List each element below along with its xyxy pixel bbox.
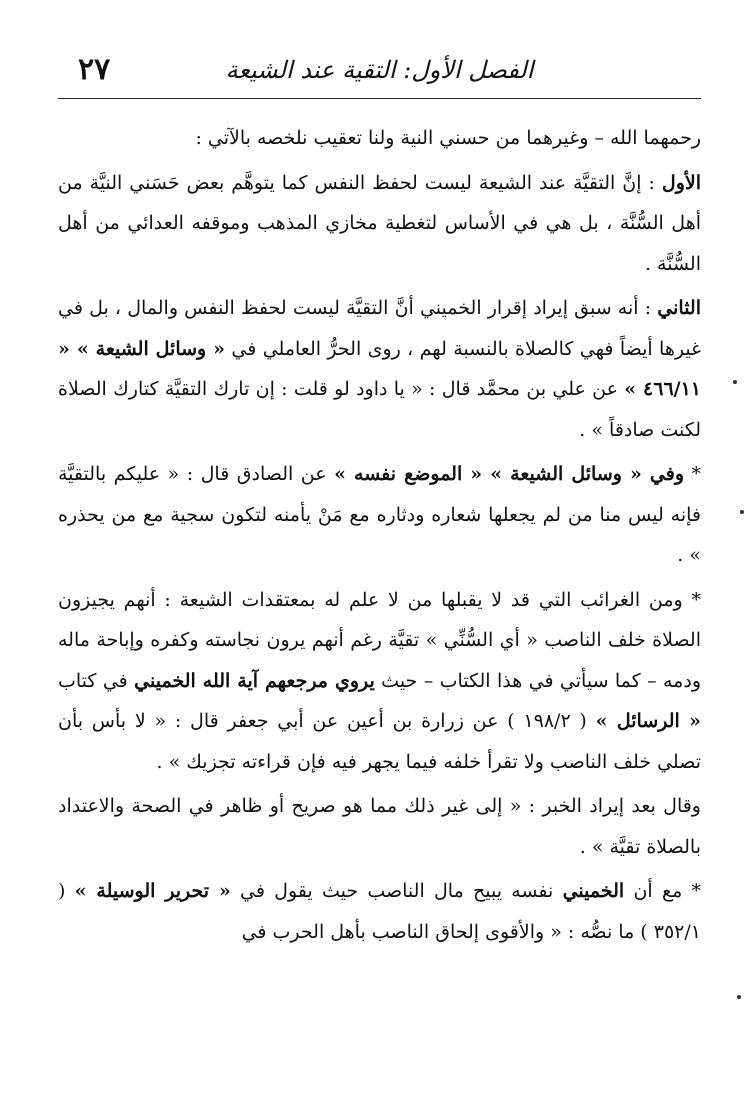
text-segment-bold: « وسائل الشيعة » « ٤٦٦/١١ » <box>58 337 701 400</box>
paragraph-khomeini-note <box>58 871 701 952</box>
paragraph-oddities <box>58 580 701 783</box>
paragraph-intro <box>58 118 701 159</box>
text-segment: عن علي بن محمَّد قال : « يا داود لو قلت : إن تارك التقيَّة كتارك الصلاة لكنت صادقاً » . <box>58 378 701 441</box>
text-segment: ( ٣٥٢/١ ) ما نصُّه : « والأقوى إلحاق الناصب بأهل الحرب في <box>58 880 701 943</box>
paragraph-second-point <box>58 288 701 450</box>
text-segment-bold: الأول <box>661 171 701 194</box>
text-segment: وقال بعد إيراد الخبر : « إلى غير ذلك مما هو صريح أو ظاهر في الصحة والاعتداد بالصلاة تقيَّة » . <box>58 795 701 858</box>
scan-speck <box>733 380 737 384</box>
text-segment-bold: وفي « وسائل الشيعة » « الموضع نفسه » <box>334 463 685 485</box>
text-segment: في كتاب <box>58 669 135 692</box>
text-segment: نفسه يبيح مال الناصب حيث يقول في <box>230 880 563 902</box>
page-body <box>58 118 701 952</box>
paragraph-after-report <box>58 786 701 867</box>
page-number: ٢٧ <box>78 52 111 87</box>
book-page <box>58 48 701 1088</box>
text-segment: عن الصادق قال : « عليكم بالتقيَّة فإنه ليس منا من لم يجعلها شعاره ودثاره مع مَنْ يأمنه لتكون سجية مع من يحذره » . <box>58 463 701 566</box>
text-segment-bold: يروي مرجعهم آية الله الخميني <box>134 669 375 692</box>
chapter-title: الفصل الأول: التقية عند الشيعة <box>225 56 534 84</box>
text-segment: رحمهما الله – وغيرهما من حسني النية ولنا تعقيب نلخصه بالآتي : <box>195 127 701 149</box>
text-segment: ( ١٩٨/٢ ) عن زرارة بن أعين عن أبي جعفر قال : « لا بأس بأن تصلي خلف الناصب ولا تقرأ خلفه فيما يجهر فيه فإن قراءته تجزيك » . <box>58 710 701 773</box>
text-segment-bold: « تحرير الوسيلة » <box>74 880 231 902</box>
text-segment-bold: الخميني <box>562 880 625 902</box>
text-segment: * <box>684 463 702 485</box>
scan-speck <box>740 510 744 514</box>
text-segment-bold: « الرسائل » <box>595 710 702 732</box>
page-header <box>58 48 701 92</box>
paragraph-wasail-note <box>58 454 701 576</box>
text-segment: : إنَّ التقيَّة عند الشيعة ليست لحفظ النفس كما يتوهَّم بعض حَسَني النيَّة من أهل السُّنَّة ، بل هي في الأساس لتغطية مخازي المذهب وموقفه العدائي من أهل السُّنَّة . <box>58 171 701 275</box>
text-segment: * ومن الغرائب التي قد لا يقبلها من لا علم له بمعتقدات الشيعة : أنهم يجيزون الصلاة خلف الناصب « أي السُّنِّي » تقيَّة رغم أنهم يرون نجاسته وكفره وإباحة ماله ودمه – كما سيأتي في هذا الكتاب – حيث <box>58 588 701 692</box>
text-segment: * مع أن <box>624 880 702 902</box>
header-divider <box>58 98 701 99</box>
paragraph-first-point <box>58 163 701 285</box>
text-segment-bold: الثاني <box>657 297 701 319</box>
text-segment: : أنه سبق إيراد إقرار الخميني أنَّ التقيَّة ليست لحفظ النفس والمال ، بل في غيرها أيضاً فهي كالصلاة بالنسبة لهم ، روى الحرُّ العاملي في <box>58 297 702 360</box>
scan-speck <box>737 995 741 999</box>
